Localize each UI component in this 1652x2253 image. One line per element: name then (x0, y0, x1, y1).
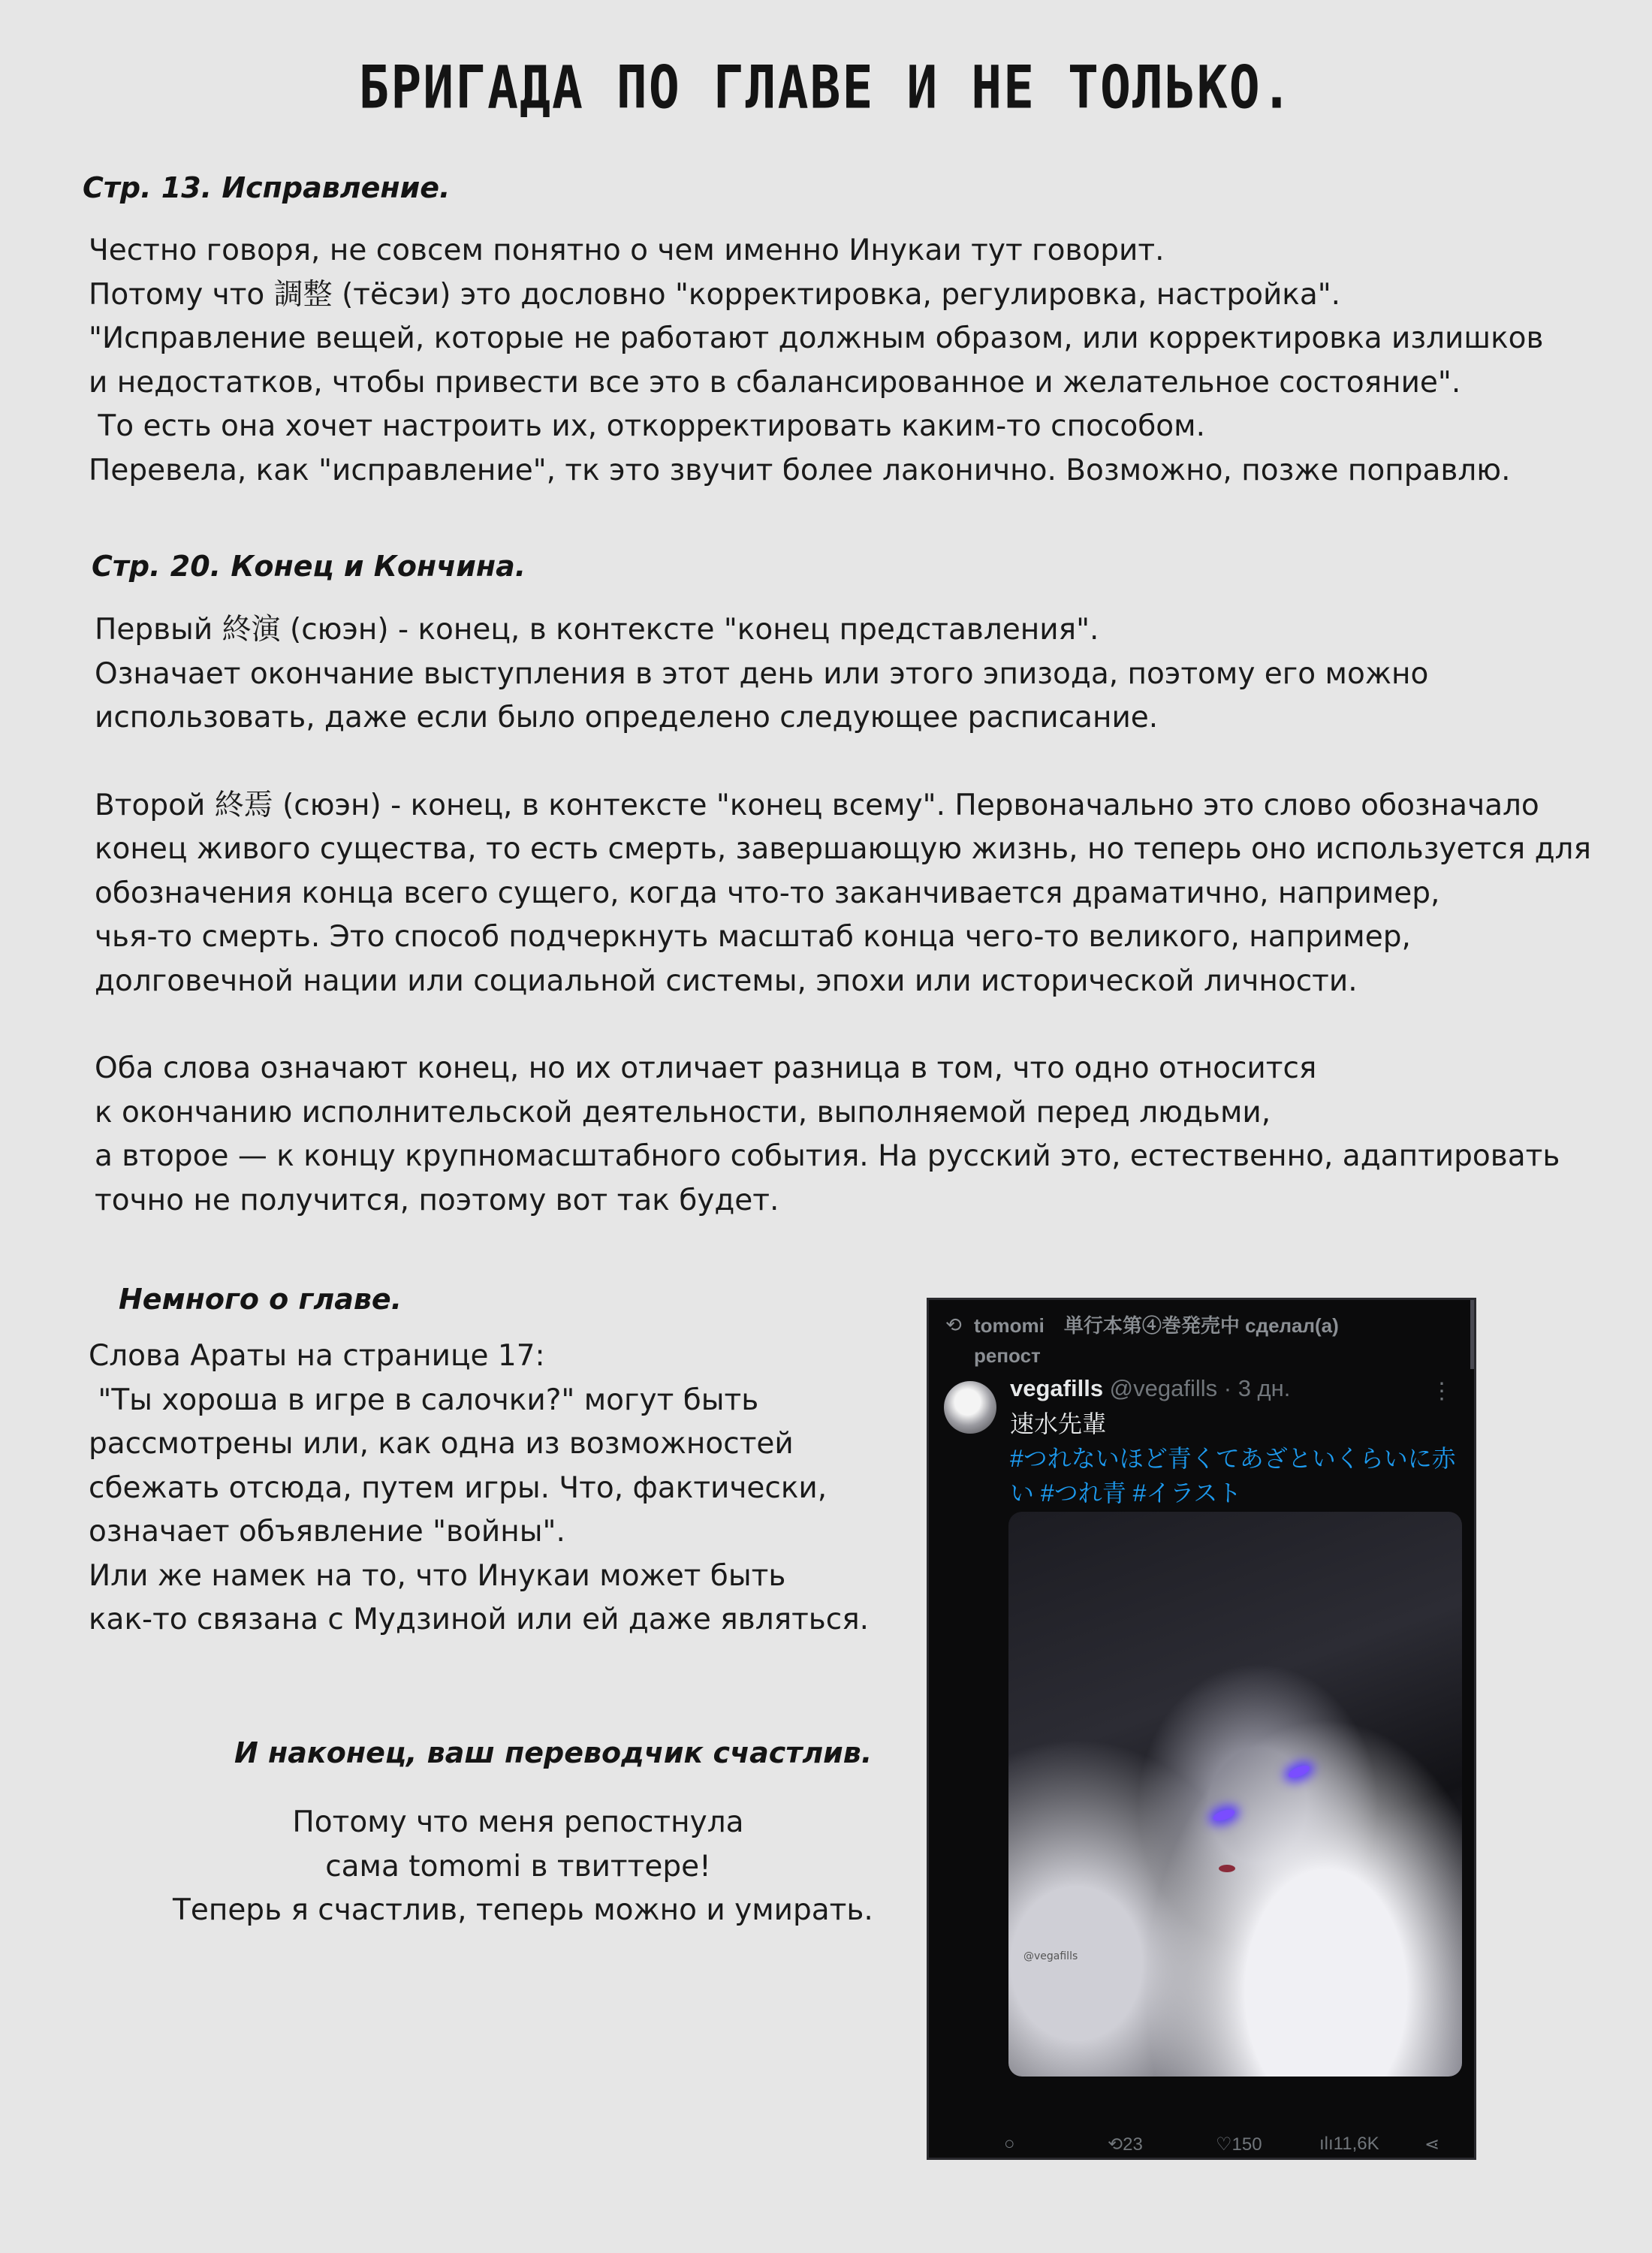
reply-icon[interactable]: ○ (1004, 2134, 1015, 2154)
author-meta: @vegafills · 3 дн. (1103, 1375, 1291, 1401)
section-heading-chapter: Немного о главе. (119, 1283, 402, 1316)
tweet-artwork[interactable] (1008, 1512, 1462, 2077)
text-line: Слова Араты на странице 17: (89, 1339, 545, 1373)
text-line: Теперь я счастлив, теперь можно и умирать. (173, 1893, 873, 1927)
repost-icon: ⟲ (945, 1313, 962, 1336)
tweet-text-plain: 速水先輩 (1010, 1410, 1107, 1437)
artwork-lips (1219, 1865, 1235, 1872)
text-line: "Ты хороша в игре в салочки?" могут быть (89, 1383, 759, 1417)
retweet-icon: ⟲ (1108, 2134, 1123, 2155)
text-line: рассмотрены или, как одна из возможностей (89, 1427, 794, 1461)
artwork-eye (1212, 1808, 1236, 1823)
section-body-happy (173, 1801, 873, 1933)
tweet-author[interactable] (1010, 1375, 1290, 1402)
repost-label: репост (974, 1344, 1041, 1367)
text-line: точно не получится, поэтому вот так будет. (95, 1183, 779, 1217)
tweet-text (1010, 1407, 1461, 1510)
text-line: конец живого существа, то есть смерть, завершающую жизнь, но теперь оно используется для (95, 832, 1591, 866)
text-line: Потому что меня репостнула (292, 1805, 744, 1839)
scrollbar (1470, 1300, 1474, 1369)
section-body-correction (89, 229, 1544, 493)
more-options-icon[interactable]: ⋮ (1430, 1379, 1453, 1404)
text-line: сама tomomi в твиттере! (325, 1849, 711, 1884)
artwork-signature: @vegafills (1023, 1950, 1078, 1962)
text-line: Честно говоря, не совсем понятно о чем именно Инукаи тут говорит. (89, 234, 1165, 267)
text-line: Первый 終演 (сюэн) - конец, в контексте "конец представления". (95, 613, 1099, 647)
text-line: чья-то смерть. Это способ подчеркнуть масштаб конца чего-то великого, например, (95, 920, 1411, 954)
share-icon[interactable]: ⋖ (1424, 2134, 1440, 2155)
text-line: использовать, даже если было определено следующее расписание. (95, 701, 1159, 734)
artwork-eye (1287, 1763, 1311, 1780)
text-line: к окончанию исполнительской деятельности, выполняемой перед людьми, (95, 1095, 1271, 1130)
views-count: 11,6K (1333, 2134, 1379, 2154)
views-icon: ılı (1319, 2134, 1334, 2154)
section-body-chapter (89, 1335, 869, 1642)
text-line: Или же намек на то, что Инукаи может быть (89, 1558, 786, 1593)
text-line: Потому что 調整 (тёсэи) это дословно "корректировка, регулировка, настройка". (89, 277, 1341, 312)
author-name[interactable]: vegafills (1010, 1375, 1104, 1401)
avatar[interactable] (944, 1381, 996, 1434)
text-line: Второй 終焉 (сюэн) - конец, в контексте "конец всему". Первоначально это слово обозначало (95, 788, 1539, 822)
text-line: обозначения конца всего сущего, когда что-то заканчивается драматично, например, (95, 876, 1440, 910)
repost-notice (974, 1310, 1424, 1371)
text-line: Оба слова означают конец, но их отличает разница в том, что одно относится (95, 1051, 1317, 1085)
text-line: как-то связана с Мудзиной или ей даже являться. (89, 1603, 870, 1636)
text-line: долговечной нации или социальной системы, эпохи или исторической личности. (95, 964, 1358, 998)
retweet-button[interactable] (1108, 2134, 1143, 2155)
views-button[interactable] (1319, 2134, 1379, 2155)
like-count: 150 (1231, 2134, 1262, 2155)
section-heading-end: Стр. 20. Конец и Кончина. (92, 550, 526, 583)
text-line: То есть она хочет настроить их, откорректировать каким-то способом. (89, 409, 1205, 443)
tweet-hashtags[interactable]: #つれないほど青くてあざといくらいに赤い #つれ青 #イラスト (1010, 1445, 1456, 1507)
page-title: БРИГАДА ПО ГЛАВЕ И НЕ ТОЛЬКО. (358, 54, 1294, 122)
text-line: и недостатков, чтобы привести все это в сбалансированное и желательное состояние". (89, 365, 1461, 400)
text-line: сбежать отсюда, путем игры. Что, фактически, (89, 1470, 828, 1505)
repost-by: tomomi 単行本第④巻発売中 сделал(а) (974, 1314, 1339, 1337)
section-heading-happy: И наконец, ваш переводчик счастлив. (234, 1736, 873, 1769)
text-line: означает объявление "войны". (89, 1515, 565, 1549)
tweet-screenshot (927, 1298, 1476, 2160)
text-line: а второе — к концу крупномасштабного события. На русский это, естественно, адаптировать (95, 1139, 1560, 1173)
text-line: "Исправление вещей, которые не работают должным образом, или корректировка излишков (89, 321, 1544, 355)
like-button[interactable] (1216, 2134, 1262, 2155)
section-body-end (95, 608, 1591, 1223)
text-line: Перевела, как "исправление", тк это звучит более лаконично. Возможно, позже поправлю. (89, 453, 1511, 487)
tweet-actions (1004, 2134, 1462, 2160)
text-line: Означает окончание выступления в этот день или этого эпизода, поэтому его можно (95, 656, 1429, 691)
heart-icon: ♡ (1216, 2134, 1232, 2155)
retweet-count: 23 (1123, 2134, 1143, 2155)
section-heading-correction: Стр. 13. Исправление. (83, 171, 451, 204)
